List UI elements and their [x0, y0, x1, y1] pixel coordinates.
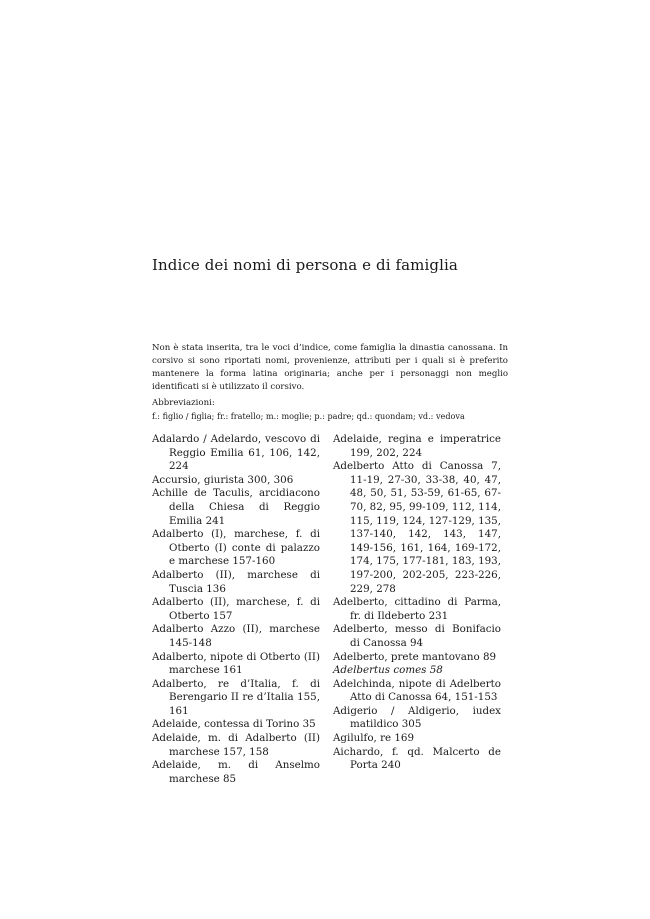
intro-paragraph: Non è stata inserita, tra le voci d’indice, come famiglia la dinastia canossana. In corsivo si sono riportati nomi, provenienze, attributi per i quali si è preferito mantenere la forma latina originaria; anche per i personaggi non meglio identificati si è utilizzato il corsivo.	[152, 342, 508, 392]
index-entry: Agilulfo, re 169	[333, 732, 415, 745]
index-entry: Adelberto, cittadino di Parma, fr. di Ildeberto 231	[333, 596, 501, 622]
index-entry: Adalberto, re d’Italia, f. di Berengario II re d’Italia 155, 161	[152, 677, 320, 717]
index-entry: Adelchinda, nipote di Adelberto Atto di Canossa 64, 151-153	[333, 677, 501, 704]
index-entry: Aichardo, f. qd. Malcerto de Porta 240	[333, 745, 501, 772]
index-entry: Adelaide, regina e imperatrice 199, 202, 224	[333, 433, 501, 459]
index-entry: Adelaide, contessa di Torino 35	[152, 718, 316, 731]
index-entry: Adelberto Atto di Canossa 7, 11-19, 27-30, 33-38, 40, 47, 48, 50, 51, 53-59, 61-65, 67-70, 82, 95, 99-109, 112, 114, 115, 119, 124, 127-129, 135, 137-140, 142, 143, 147, 149-156, 161, 164, 169-172, 174, 175, 177-181, 183, 193, 197-200, 202-205, 223-226, 229, 278	[333, 460, 501, 595]
index-entry: Adelaide, m. di Anselmo marchese 85	[152, 759, 320, 785]
index-entry: Adalberto (II), marchese, f. di Otberto 157	[152, 596, 320, 622]
index-entry: Adelberto, prete mantovano 89	[333, 650, 497, 663]
index-entry: Adalberto (I), marchese, f. di Otberto (I) conte di palazzo e marchese 157-160	[152, 528, 320, 568]
index-column-left	[152, 433, 320, 786]
index-entry: Adalberto (II), marchese di Tuscia 136	[152, 568, 320, 595]
index-entry: Adalberto, nipote di Otberto (II) marchese 161	[152, 650, 320, 677]
index-entry: Adelberto, messo di Bonifacio di Canossa 94	[333, 623, 501, 649]
abbreviations-list: f.: figlio / figlia; fr.: fratello; m.: moglie; p.: padre; qd.: quondam; vd.: vedova	[152, 411, 465, 421]
index-entry: Adelbertus comes 58	[333, 664, 443, 677]
page-title: Indice dei nomi di persona e di famiglia	[152, 256, 458, 275]
index-column-right	[333, 433, 501, 773]
index-entry: Achille de Taculis, arcidiacono della Chiesa di Reggio Emilia 241	[152, 487, 320, 527]
index-entry: Adalardo / Adelardo, vescovo di Reggio Emilia 61, 106, 142, 224	[152, 433, 320, 473]
abbreviations-heading: Abbreviazioni:	[152, 398, 215, 408]
index-entry: Adelaide, m. di Adalberto (II) marchese 157, 158	[152, 732, 320, 758]
index-entry: Accursio, giurista 300, 306	[152, 473, 294, 486]
index-entry: Adalberto Azzo (II), marchese 145-148	[152, 623, 320, 649]
index-entry: Adigerio / Aldigerio, iudex matildico 305	[333, 704, 501, 731]
